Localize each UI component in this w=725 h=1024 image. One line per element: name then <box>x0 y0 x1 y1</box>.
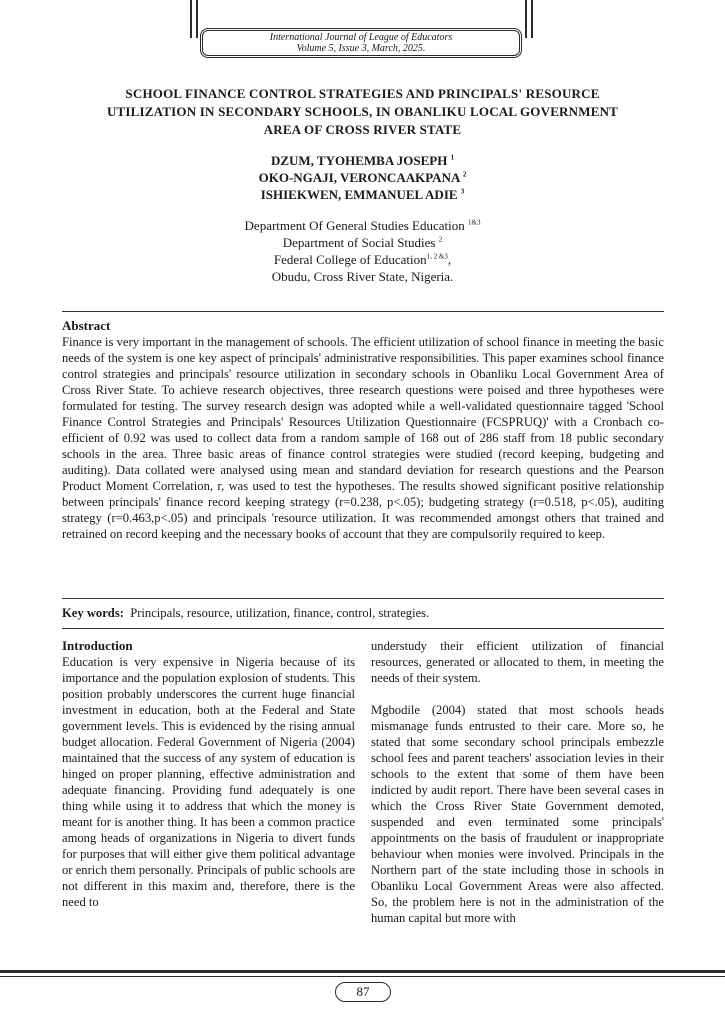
right-column <box>371 638 664 942</box>
page-number: 87 <box>335 982 391 1002</box>
abstract-top-rule <box>62 311 664 312</box>
keywords-bottom-rule <box>62 628 664 629</box>
author-3: ISHIEKWEN, EMMANUEL ADIE $^3$ <box>260 187 465 202</box>
author-list <box>150 152 575 203</box>
keywords-value: Principals, resource, utilization, finance, control, strategies. <box>130 606 430 620</box>
affiliation-4: Obudu, Cross River State, Nigeria. <box>271 269 454 284</box>
abstract-body: Finance is very important in the management of schools. The efficient utilization of school finance in meeting the basic needs of the system is one key aspect of principals' administrative responsibilities. This paper examines school finance control strategies and principals' resource utilization in secondary schools in Obanliku Local Government Area of Cross River State. To achieve research objectives, three research questions were poised and three hypotheses were formulated for testing. The survey research design was adopted while a well-validated questionnaire tagged 'School Finance Control Strategies and Principals' Resources Utilization Questionnaire (FCSPRUQ)' with a Cronbach co-efficient of 0.92 was used to collect data from a random sample of 168 out of 286 staff from 18 public secondary schools in the area. Three basic areas of finance control strategies were studied (record keeping, budgeting and auditing). Data collated were analysed using mean and standard deviation for research questions and the Pearson Product Moment Correlation, r, was used to test the hypotheses. The results showed significant positive relationship between principals' finance record keeping strategy (r=0.238, p<.05); budgeting strategy (r=0.518, p<.05), auditing strategy (r=0.463,p<.05) and principals 'resource utilization. It was recommended amongst others that trained and retrained on record keeping and the necessary books of account that they are compulsorily required to keep. <box>62 335 664 541</box>
header-rule-left-1 <box>190 0 192 38</box>
affiliation-2: Department of Social Studies $^2$ <box>282 235 443 250</box>
keywords <box>62 605 664 621</box>
journal-issue: Volume 5, Issue 3, March, 2025. <box>296 43 426 54</box>
affiliation-list <box>150 217 575 285</box>
abstract-heading: Abstract <box>62 318 111 333</box>
introduction-paragraph-1: Education is very expensive in Nigeria because of its importance and the population explosion of students. This position probably underscores the current huge financial investment in education, both at the Federal and State government levels. This is evidenced by the rising annual budget allocation. Federal Government of Nigeria (2004) maintained that the success of any system of education is hinged on proper planning, effective administration and adequate financing. Providing fund adequately is one thing while using it to address that which the money is meant for is another thing. It has been a common practice among heads of organizations in Nigeria to divert funds for purposes that will either give them political advantage or enrich them personally. Principals of public schools are not different in this maxim and, therefore, there is the need to <box>62 655 355 909</box>
header-rule-right-1 <box>525 0 527 38</box>
header-rule-left-2 <box>196 0 198 38</box>
title-line-2: UTILIZATION IN SECONDARY SCHOOLS, IN OBANLIKU LOCAL GOVERNMENT <box>106 104 619 119</box>
author-2: OKO-NGAJI, VERONCAAKPANA $^2$ <box>258 170 467 185</box>
journal-header <box>200 28 522 58</box>
footer-rule-thick <box>0 970 725 973</box>
abstract-bottom-rule <box>62 598 664 599</box>
author-1: DZUM, TYOHEMBA JOSEPH $^1$ <box>270 153 455 168</box>
title-line-3: AREA OF CROSS RIVER STATE <box>263 122 462 137</box>
abstract-section <box>62 318 664 542</box>
affiliation-3: Federal College of Education$^{1, 2 \&3}$, <box>273 252 452 267</box>
paper-title <box>70 85 655 139</box>
left-column <box>62 638 355 926</box>
header-rule-right-2 <box>531 0 533 38</box>
introduction-heading: Introduction <box>62 638 133 653</box>
footer-rule-thin <box>0 976 725 977</box>
title-line-1: SCHOOL FINANCE CONTROL STRATEGIES AND PRINCIPALS' RESOURCE <box>125 86 600 101</box>
keywords-label: Key words: <box>62 606 124 620</box>
introduction-paragraph-2: understudy their efficient utilization of financial resources, generated or allocated to them, in meeting the needs of their system. <box>371 639 664 685</box>
introduction-paragraph-3: Mgbodile (2004) stated that most schools heads mismanage funds entrusted to their care. More so, he stated that some secondary school principals embezzle school fees and parent teachers' association levies in their schools to the extent that some of them have been indicted by audit report. There have been several cases in which the Cross River State Government demoted, suspended and even terminated some principals' appointments on the basis of fraudulent or inappropriate behaviour when monies were involved. Principals in the Northern part of the state including those in schools in Obanliku Local Government Areas were also affected. So, the problem here is not in the administration of the human capital but more with <box>371 703 664 925</box>
journal-name: International Journal of League of Educators <box>269 32 453 43</box>
affiliation-1: Department Of General Studies Education $^{1\&3}$ <box>244 218 481 233</box>
